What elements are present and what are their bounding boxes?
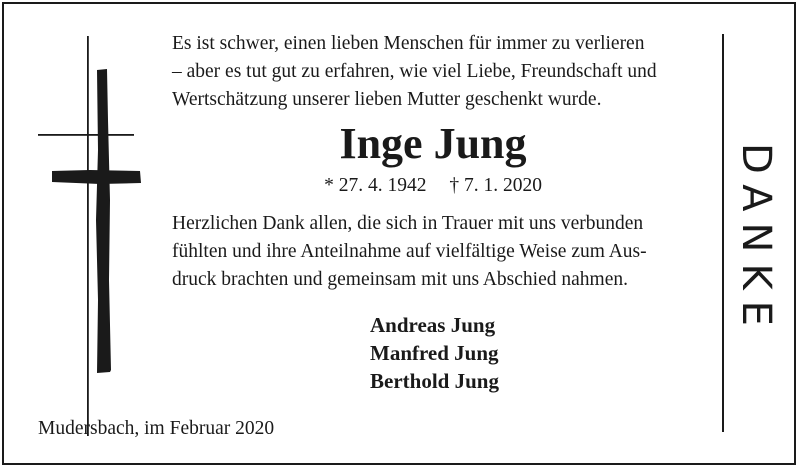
family-member: Andreas Jung <box>370 313 496 337</box>
thanks-line: fühlten und ihre Anteilnahme auf vielfältige Weise zum Aus- <box>172 241 647 262</box>
cross-vertical-beam <box>96 69 111 373</box>
intro-text <box>172 30 694 114</box>
family-signatures <box>370 311 499 395</box>
family-member: Manfred Jung <box>370 341 499 365</box>
thanks-line: Herzlichen Dank allen, die sich in Trauer mit uns verbunden <box>172 213 644 234</box>
death-date: † 7. 1. 2020 <box>449 175 542 196</box>
deceased-name: Inge Jung <box>339 119 527 168</box>
intro-line: Es ist schwer, einen lieben Menschen für immer zu verlieren <box>172 33 645 54</box>
place-and-date: Mudersbach, im Februar 2020 <box>38 418 275 439</box>
intro-line: – aber es tut gut zu erfahren, wie viel Liebe, Freundschaft und <box>172 61 657 82</box>
thanks-line: druck brachten und gemeinsam mit uns Abschied nahmen. <box>172 269 628 290</box>
intro-line: Wertschätzung unserer lieben Mutter geschenkt wurde. <box>172 89 602 110</box>
side-label-text: DANKE <box>733 143 780 337</box>
side-label <box>726 120 786 360</box>
cross-thin-line-vertical <box>87 36 89 436</box>
life-dates <box>172 172 694 200</box>
side-divider <box>722 34 724 432</box>
birth-date: * 27. 4. 1942 <box>324 175 427 196</box>
cross-horizontal-beam <box>52 170 141 184</box>
family-member: Berthold Jung <box>370 369 499 393</box>
thanks-text <box>172 210 694 294</box>
cross-thin-line-horizontal <box>38 134 134 136</box>
